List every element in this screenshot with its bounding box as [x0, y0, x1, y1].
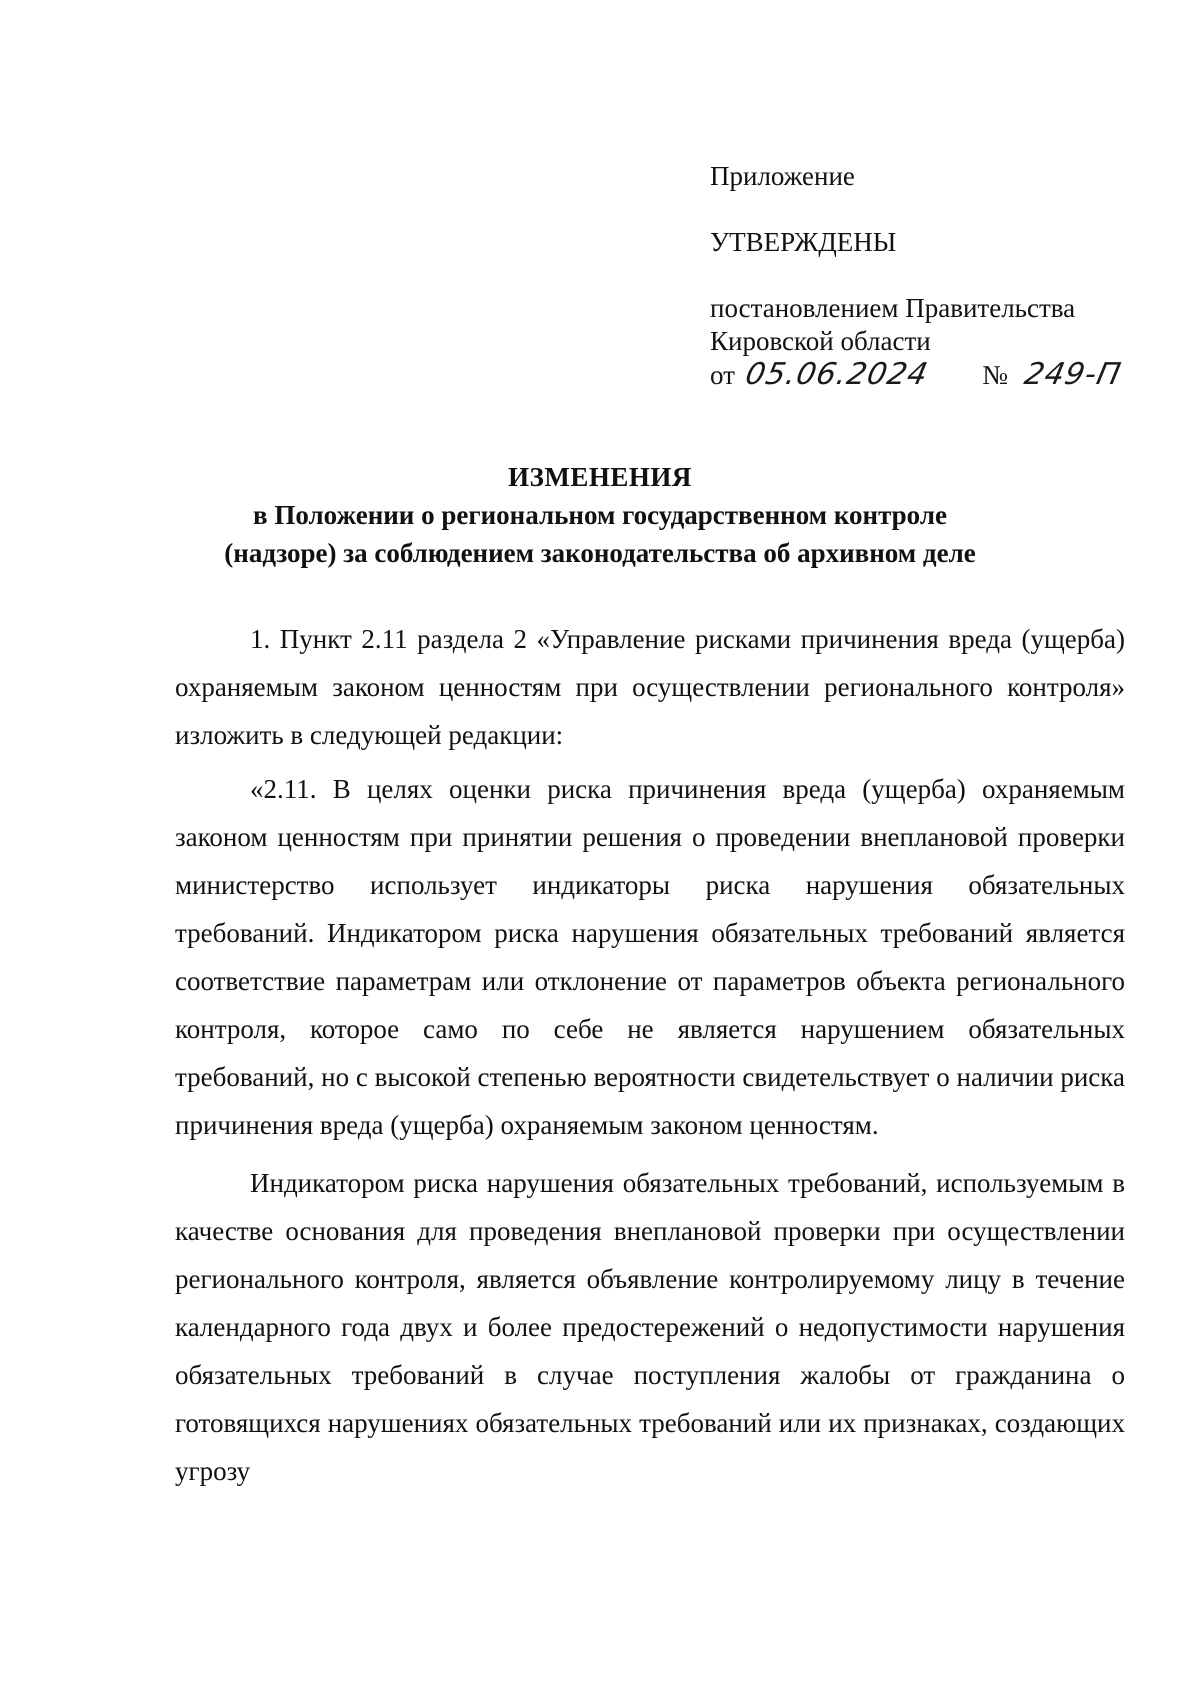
title-line-2: в Положении о региональном государственном контроле — [253, 500, 947, 530]
approval-stamp-block — [710, 160, 1130, 392]
paragraph-2: «2.11. В целях оценки риска причинения вреда (ущерба) охраняемым законом ценностям при принятии решения о проведении внеплановой проверки министерство использует индикаторы риска нарушения обязательных требований. Индикатором риска нарушения обязательных требований является соответствие параметрам или отклонение от параметров объекта регионального контроля, которое само по себе не является нарушением обязательных требований, но с высокой степенью вероятности свидетельствует о наличии риска причинения вреда (ущерба) охраняемым законом ценностям. — [175, 774, 1125, 1140]
resolution-line-2: Кировской области — [710, 326, 931, 356]
title-main: ИЗМЕНЕНИЯ — [508, 462, 692, 492]
handwritten-number: 249-П — [1021, 357, 1125, 392]
document-body — [175, 615, 1125, 1501]
paragraph-3: Индикатором риска нарушения обязательных требований, используемым в качестве основания для проведения внеплановой проверки при осуществлении регионального контроля, является объявление контролируемому лицу в течение календарного года двух и более предостережений о недопустимости нарушения обязательных требований в случае поступления жалобы от гражданина о готовящихся нарушениях обязательных требований или их признаках, создающих угрозу — [175, 1168, 1125, 1486]
number-label: № — [982, 360, 1008, 390]
date-number-line — [710, 358, 1130, 392]
appendix-label: Приложение — [710, 161, 855, 191]
title-line-3: (надзоре) за соблюдением законодательства об архивном деле — [224, 538, 976, 568]
paragraph-1: 1. Пункт 2.11 раздела 2 «Управление рисками причинения вреда (ущерба) охраняемым законом ценностям при осуществлении регионального контроля» изложить в следующей редакции: — [175, 624, 1125, 750]
approved-label: УТВЕРЖДЕНЫ — [710, 227, 897, 257]
date-prefix: от — [710, 360, 735, 390]
resolution-line-1: постановлением Правительства — [710, 293, 1076, 323]
document-title — [160, 458, 1040, 572]
handwritten-date: 05.06.2024 — [741, 357, 932, 392]
